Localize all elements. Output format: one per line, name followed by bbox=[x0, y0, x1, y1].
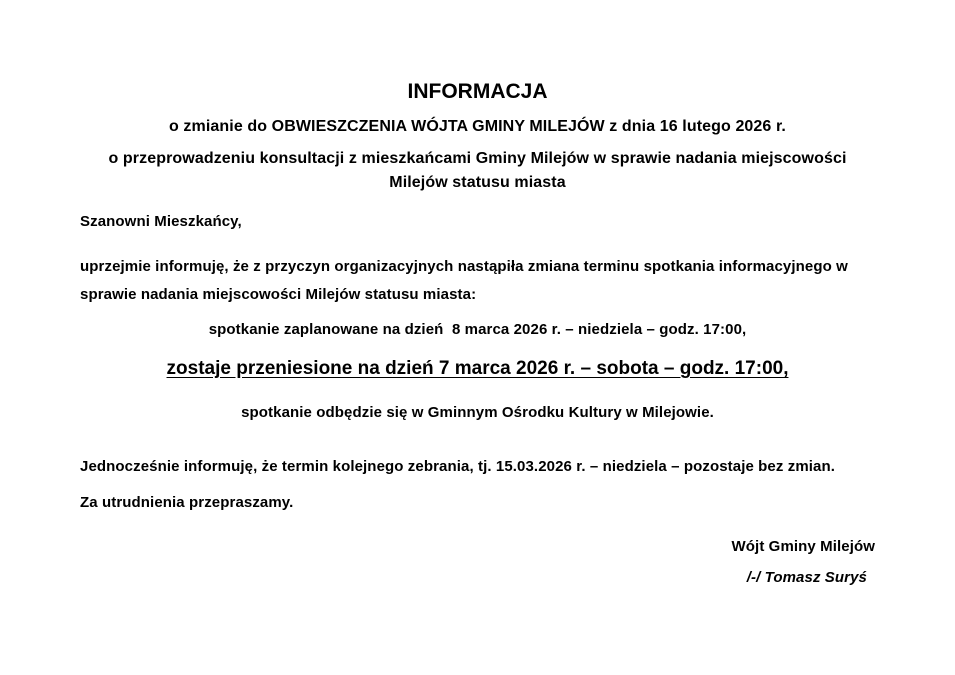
header-line-city-status: Milejów statusu miasta bbox=[389, 174, 566, 191]
header-line-consultation: o przeprowadzeniu konsultacji z mieszkańcami Gminy Milejów w sprawie nadania miejscowości bbox=[108, 150, 847, 167]
signature-title: Wójt Gminy Milejów bbox=[731, 538, 875, 555]
paragraph-next-meeting-unchanged: Jednocześnie informuję, że termin kolejnego zebrania, tj. 15.03.2026 r. – niedziela – pozostaje bez zmian. bbox=[80, 458, 836, 475]
meeting-location-line: spotkanie odbędzie się w Gminnym Ośrodku Kultury w Milejowie. bbox=[241, 404, 714, 421]
paragraph-change-announcement: uprzejmie informuję, że z przyczyn organizacyjnych nastąpiła zmiana terminu spotkania informacyjnego w sprawie nadania miejscowości Milejów statusu miasta: bbox=[80, 258, 848, 303]
meeting-old-date-line: spotkanie zaplanowane na dzień 8 marca 2026 r. – niedziela – godz. 17:00, bbox=[208, 321, 747, 338]
salutation: Szanowni Mieszkańcy, bbox=[80, 213, 242, 230]
signature-name: /-/ Tomasz Suryś bbox=[746, 569, 867, 586]
meeting-new-date-line: zostaje przeniesione na dzień 7 marca 2026 r. – sobota – godz. 17:00, bbox=[166, 358, 789, 379]
header-line-subject: o zmianie do OBWIESZCZENIA WÓJTA GMINY MILEJÓW z dnia 16 lutego 2026 r. bbox=[169, 118, 786, 135]
apology-line: Za utrudnienia przepraszamy. bbox=[80, 494, 294, 511]
document-title: INFORMACJA bbox=[407, 80, 548, 103]
